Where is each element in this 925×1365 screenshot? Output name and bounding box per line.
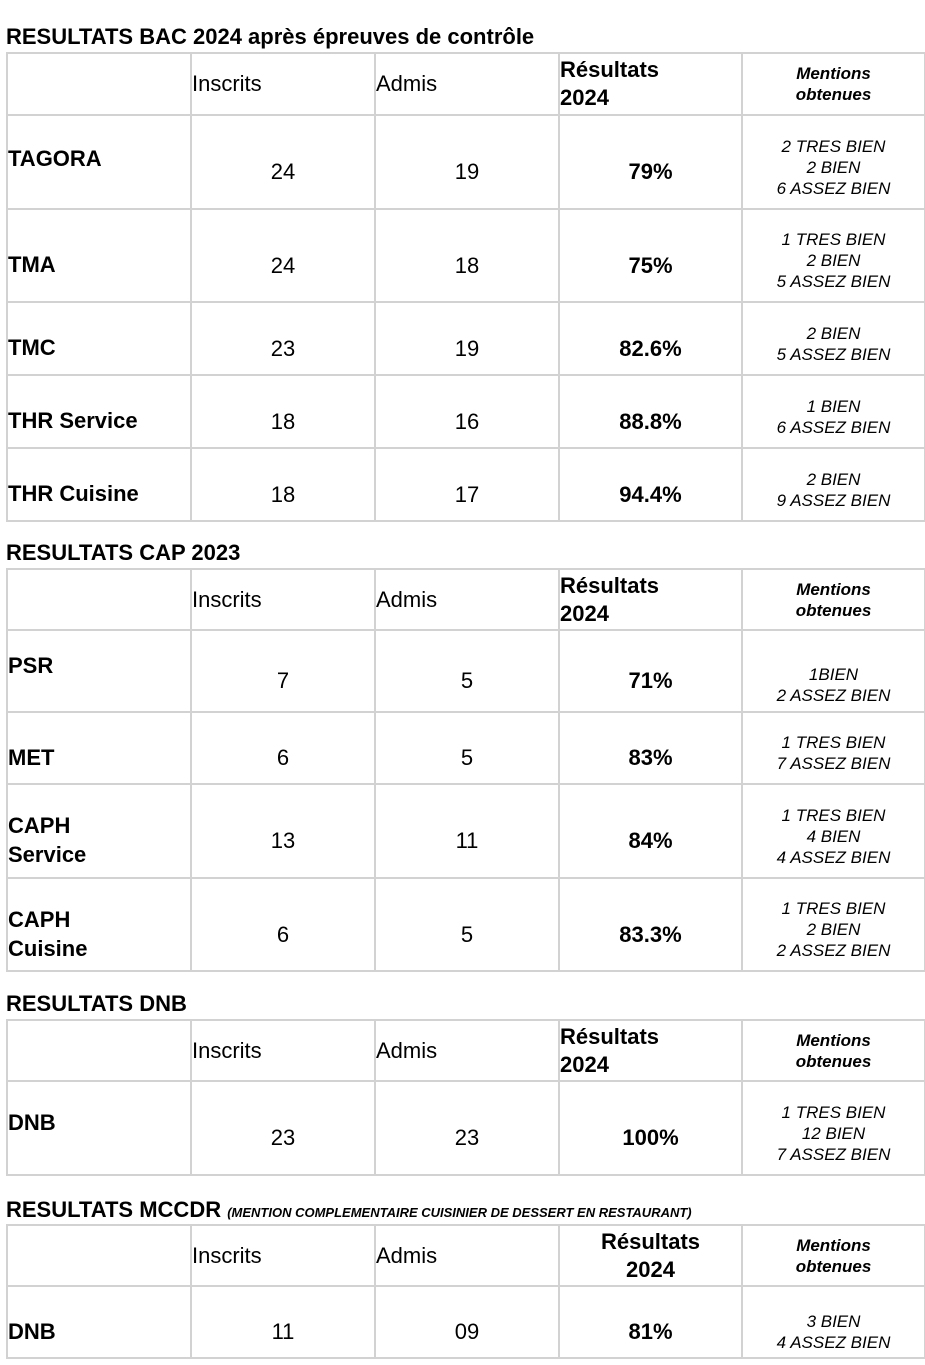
mention-line: 3 BIEN — [806, 1312, 861, 1331]
row-name — [7, 1286, 191, 1358]
mention-line: 9 ASSEZ BIEN — [776, 490, 891, 510]
row-name — [7, 302, 191, 375]
table-row — [7, 1286, 925, 1358]
table-header-row — [7, 53, 925, 115]
table-row — [7, 209, 925, 302]
section-title-note: (MENTION COMPLEMENTAIRE CUISINIER DE DESSERT EN RESTAURANT) — [227, 1205, 692, 1220]
row-name — [7, 784, 191, 878]
mention-line: 1 TRES BIEN — [781, 805, 886, 825]
section-title-text: RESULTATS DNB — [6, 991, 187, 1016]
cell-mentions — [742, 630, 925, 712]
row-name-line1: MET — [8, 745, 55, 770]
header-mentions-line2: obtenues — [795, 85, 872, 104]
header-resultats-line1: Résultats — [560, 57, 660, 82]
results-table-bac — [6, 52, 925, 522]
header-mentions-line1: Mentions — [796, 64, 871, 83]
cell-resultat: 88.8% — [559, 375, 742, 448]
mention-line: 4 ASSEZ BIEN — [776, 847, 891, 867]
cell-admis: 18 — [375, 209, 559, 302]
header-empty-cell — [7, 1225, 191, 1286]
mention-line: 6 ASSEZ BIEN — [776, 178, 891, 198]
mention-line: 1 TRES BIEN — [781, 733, 886, 752]
table-header-row — [7, 569, 925, 630]
table-row — [7, 630, 925, 712]
header-empty-cell — [7, 53, 191, 115]
mention-line: 1 BIEN — [806, 396, 861, 416]
cell-resultat: 75% — [559, 209, 742, 302]
row-name — [7, 448, 191, 521]
mention-line: 1 TRES BIEN — [781, 1102, 886, 1122]
header-resultats-line1: Résultats — [560, 572, 660, 598]
mention-line: 4 ASSEZ BIEN — [776, 1333, 891, 1352]
mention-line: 2 ASSEZ BIEN — [776, 941, 891, 960]
table-header-row — [7, 1020, 925, 1081]
header-mentions — [742, 1020, 925, 1081]
cell-inscrits: 23 — [191, 1081, 375, 1175]
row-name — [7, 712, 191, 784]
section-title-text: RESULTATS BAC 2024 après épreuves de contrôle — [6, 24, 535, 49]
header-mentions-line2: obtenues — [795, 600, 872, 620]
header-admis: Admis — [375, 1020, 559, 1081]
mention-line: 5 ASSEZ BIEN — [776, 272, 891, 291]
row-name-line1: DNB — [8, 1110, 56, 1135]
header-inscrits: Inscrits — [191, 1020, 375, 1081]
table-row — [7, 878, 925, 971]
header-mentions-line2: obtenues — [795, 1051, 872, 1071]
section-title-bac — [6, 25, 534, 49]
cell-admis: 5 — [375, 712, 559, 784]
header-resultats-line1: Résultats — [600, 1228, 701, 1254]
row-name-line1: PSR — [8, 653, 54, 678]
cell-resultat: 94.4% — [559, 448, 742, 521]
header-mentions-line2: obtenues — [795, 1256, 872, 1276]
header-inscrits: Inscrits — [191, 1225, 375, 1286]
mention-line: 1BIEN — [808, 665, 859, 684]
table-header-row — [7, 1225, 925, 1286]
cell-resultat: 83% — [559, 712, 742, 784]
cell-mentions — [742, 209, 925, 302]
header-resultats — [559, 1225, 742, 1286]
row-name-line1: CAPH — [8, 907, 71, 932]
header-resultats-line2: 2024 — [560, 85, 609, 110]
row-name-line1: TAGORA — [8, 146, 102, 171]
row-name-line2: Service — [8, 842, 87, 867]
cell-resultat: 82.6% — [559, 302, 742, 375]
cell-admis: 23 — [375, 1081, 559, 1175]
header-resultats-line1: Résultats — [560, 1023, 660, 1049]
cell-resultat: 100% — [559, 1081, 742, 1175]
header-mentions-line1: Mentions — [796, 1030, 871, 1050]
mention-line: 2 ASSEZ BIEN — [776, 686, 891, 705]
table-row — [7, 1081, 925, 1175]
mention-line: 1 TRES BIEN — [781, 230, 886, 249]
row-name — [7, 375, 191, 448]
mention-line: 1 TRES BIEN — [781, 899, 886, 918]
row-name — [7, 1081, 191, 1175]
section-title-mccdr — [6, 1198, 692, 1225]
cell-mentions — [742, 878, 925, 971]
cell-admis: 19 — [375, 115, 559, 209]
header-mentions — [742, 569, 925, 630]
row-name-line2: Cuisine — [8, 936, 88, 961]
header-mentions-line1: Mentions — [796, 1235, 871, 1255]
cell-mentions — [742, 115, 925, 209]
cell-mentions — [742, 712, 925, 784]
cell-mentions — [742, 1286, 925, 1358]
results-table-cap — [6, 568, 925, 972]
row-name — [7, 878, 191, 971]
header-resultats-line2: 2024 — [626, 1256, 675, 1282]
mention-line: 6 ASSEZ BIEN — [776, 417, 891, 437]
cell-admis: 17 — [375, 448, 559, 521]
mention-line: 4 BIEN — [806, 826, 861, 846]
cell-resultat: 81% — [559, 1286, 742, 1358]
cell-admis: 5 — [375, 630, 559, 712]
cell-inscrits: 18 — [191, 375, 375, 448]
cell-inscrits: 23 — [191, 302, 375, 375]
header-mentions-line1: Mentions — [796, 579, 871, 599]
header-mentions — [742, 53, 925, 115]
mention-line: 5 ASSEZ BIEN — [776, 344, 891, 364]
cell-mentions — [742, 784, 925, 878]
header-empty-cell — [7, 569, 191, 630]
cell-inscrits: 13 — [191, 784, 375, 878]
cell-inscrits: 24 — [191, 209, 375, 302]
cell-inscrits: 11 — [191, 1286, 375, 1358]
table-row — [7, 784, 925, 878]
row-name-line1: CAPH — [8, 813, 71, 838]
cell-resultat: 83.3% — [559, 878, 742, 971]
row-name — [7, 630, 191, 712]
cell-admis: 11 — [375, 784, 559, 878]
cell-mentions — [742, 448, 925, 521]
header-resultats-line2: 2024 — [560, 600, 609, 626]
mention-line: 2 TRES BIEN — [781, 136, 886, 156]
header-inscrits: Inscrits — [191, 569, 375, 630]
cell-admis: 5 — [375, 878, 559, 971]
header-admis: Admis — [375, 1225, 559, 1286]
header-empty-cell — [7, 1020, 191, 1081]
mention-line: 7 ASSEZ BIEN — [776, 1144, 891, 1164]
cell-mentions — [742, 375, 925, 448]
row-name — [7, 209, 191, 302]
section-title-text: RESULTATS CAP 2023 — [6, 540, 241, 565]
cell-inscrits: 24 — [191, 115, 375, 209]
section-title-cap — [6, 541, 240, 565]
row-name-line1: THR Cuisine — [8, 481, 139, 506]
table-row — [7, 115, 925, 209]
table-row — [7, 302, 925, 375]
cell-resultat: 79% — [559, 115, 742, 209]
header-admis: Admis — [375, 53, 559, 115]
mention-line: 7 ASSEZ BIEN — [776, 754, 891, 773]
table-row — [7, 375, 925, 448]
cell-inscrits: 18 — [191, 448, 375, 521]
header-mentions — [742, 1225, 925, 1286]
header-resultats-line2: 2024 — [560, 1051, 609, 1077]
mention-line: 2 BIEN — [806, 157, 861, 177]
mention-line: 2 BIEN — [806, 469, 861, 489]
section-title-dnb — [6, 992, 187, 1016]
cell-admis: 16 — [375, 375, 559, 448]
cell-admis: 19 — [375, 302, 559, 375]
results-table-mccdr — [6, 1224, 925, 1359]
mention-line: 12 BIEN — [801, 1123, 866, 1143]
cell-inscrits: 7 — [191, 630, 375, 712]
header-resultats — [559, 569, 742, 630]
cell-inscrits: 6 — [191, 712, 375, 784]
header-admis: Admis — [375, 569, 559, 630]
row-name-line1: DNB — [8, 1319, 56, 1344]
cell-resultat: 84% — [559, 784, 742, 878]
header-resultats — [559, 1020, 742, 1081]
row-name-line1: THR Service — [8, 408, 138, 433]
row-name-line1: TMC — [8, 335, 56, 360]
mention-line: 2 BIEN — [806, 251, 861, 270]
header-inscrits: Inscrits — [191, 53, 375, 115]
cell-admis: 09 — [375, 1286, 559, 1358]
table-row — [7, 448, 925, 521]
results-table-dnb — [6, 1019, 925, 1176]
header-resultats — [559, 53, 742, 115]
table-row — [7, 712, 925, 784]
row-name — [7, 115, 191, 209]
cell-mentions — [742, 1081, 925, 1175]
section-title-text: RESULTATS MCCDR — [6, 1197, 222, 1222]
cell-inscrits: 6 — [191, 878, 375, 971]
mention-line: 2 BIEN — [806, 323, 861, 343]
cell-mentions — [742, 302, 925, 375]
row-name-line1: TMA — [8, 252, 56, 277]
cell-resultat: 71% — [559, 630, 742, 712]
mention-line: 2 BIEN — [806, 920, 861, 939]
